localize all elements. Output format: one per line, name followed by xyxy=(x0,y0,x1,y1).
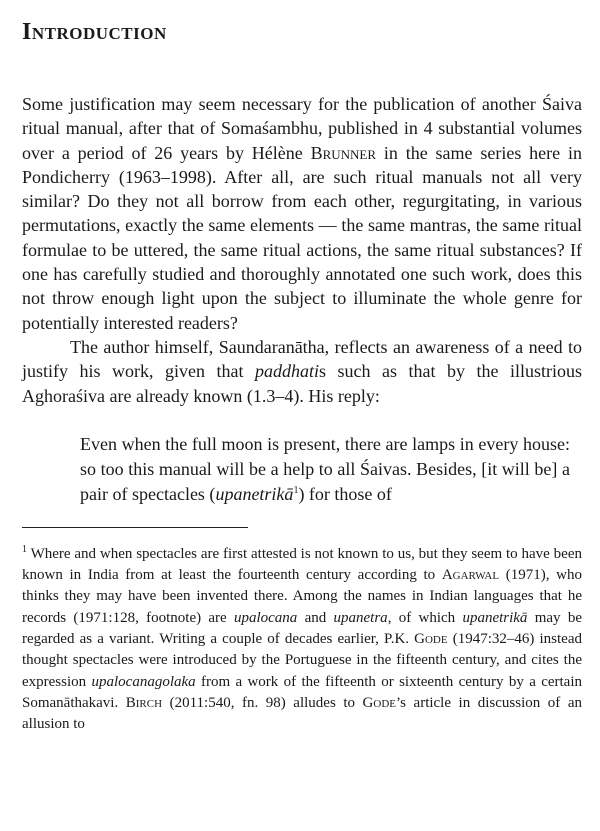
text-run: may be regarded as a variant. Writing a couple of decades earlier, P.K. xyxy=(22,609,582,648)
italic-term: paddhati xyxy=(255,361,320,382)
author-name: Gode xyxy=(414,631,448,648)
body-text xyxy=(22,92,582,408)
text-run: Where and when spectacles are first attested is not known to us, but they seem to have been known in India from at least the fourteenth century according to xyxy=(22,545,582,584)
italic-term: upanetrikā xyxy=(215,483,294,504)
footnote-marker: 1 xyxy=(22,543,27,555)
block-quote xyxy=(80,432,570,507)
text-run: from a work of the fifteenth or sixteenth century by a certain Somanāthakavi. xyxy=(22,673,582,711)
italic-term: upanetrikā xyxy=(462,609,528,626)
text-run: (1971), who thinks they may have been invented there. Among the names in Indian languages that he records (1971:128, footnote) are xyxy=(22,567,582,626)
text-run: (2011:540, fn. 98) alludes to xyxy=(162,694,363,711)
author-name: Brunner xyxy=(310,142,377,163)
author-name: Agarwal xyxy=(441,567,500,584)
document-page xyxy=(22,14,582,736)
text-run: The author himself, Saundaranātha, reflects an awareness of a need to justify his work, given that xyxy=(22,336,582,382)
paragraph-2 xyxy=(22,335,582,408)
text-run: ’s article in discussion of an allusion to xyxy=(22,694,582,733)
text-run: , of which xyxy=(387,609,463,626)
author-name: Gode xyxy=(362,694,396,711)
footnote-marker: 1 xyxy=(293,484,299,496)
footnote-rule xyxy=(22,527,248,528)
footnote-1 xyxy=(22,544,582,736)
italic-term: upanetra xyxy=(333,609,388,626)
text-run: in the same series here in Pondicherry (1963–1998). After all, are such ritual manuals not all very similar? Do they not all borrow from each other, regurgitating, in various permutations, exactly the same elements — the same mantras, the same ritual formulae to be uttered, the same ritual actions, the same ritual substances? If one has carefully studied and thoroughly annotated one such work, does this not throw enough light upon the subject to illuminate the whole genre for potentially interested readers? xyxy=(22,142,582,333)
section-heading: Introduction xyxy=(22,19,167,45)
text-run: Some justification may seem necessary for the publication of another Śaiva ritual manual, after that of Somaśambhu, published in 4 substantial volumes over a period of 26 years by Hélène xyxy=(22,94,582,163)
text-run: and xyxy=(297,609,334,626)
text-run: ) for those of xyxy=(298,483,392,504)
text-run: Even when the full moon is present, there are lamps in every house: so too this manual will be a help to all Śaivas. Besides, [it will be] a pair of spectacles ( xyxy=(80,433,570,504)
paragraph-1 xyxy=(22,92,582,335)
text-run: (1947:32–46) instead thought spectacles were introduced by the Portuguese in the fifteenth century, and cites the expression xyxy=(22,631,582,690)
italic-term: upalocanagolaka xyxy=(91,673,196,690)
italic-term: upalocana xyxy=(233,609,298,626)
author-name: Birch xyxy=(125,694,163,711)
text-run: s such as that by the illustrious Aghoraśiva are already known (1.3–4). His reply: xyxy=(22,361,583,406)
